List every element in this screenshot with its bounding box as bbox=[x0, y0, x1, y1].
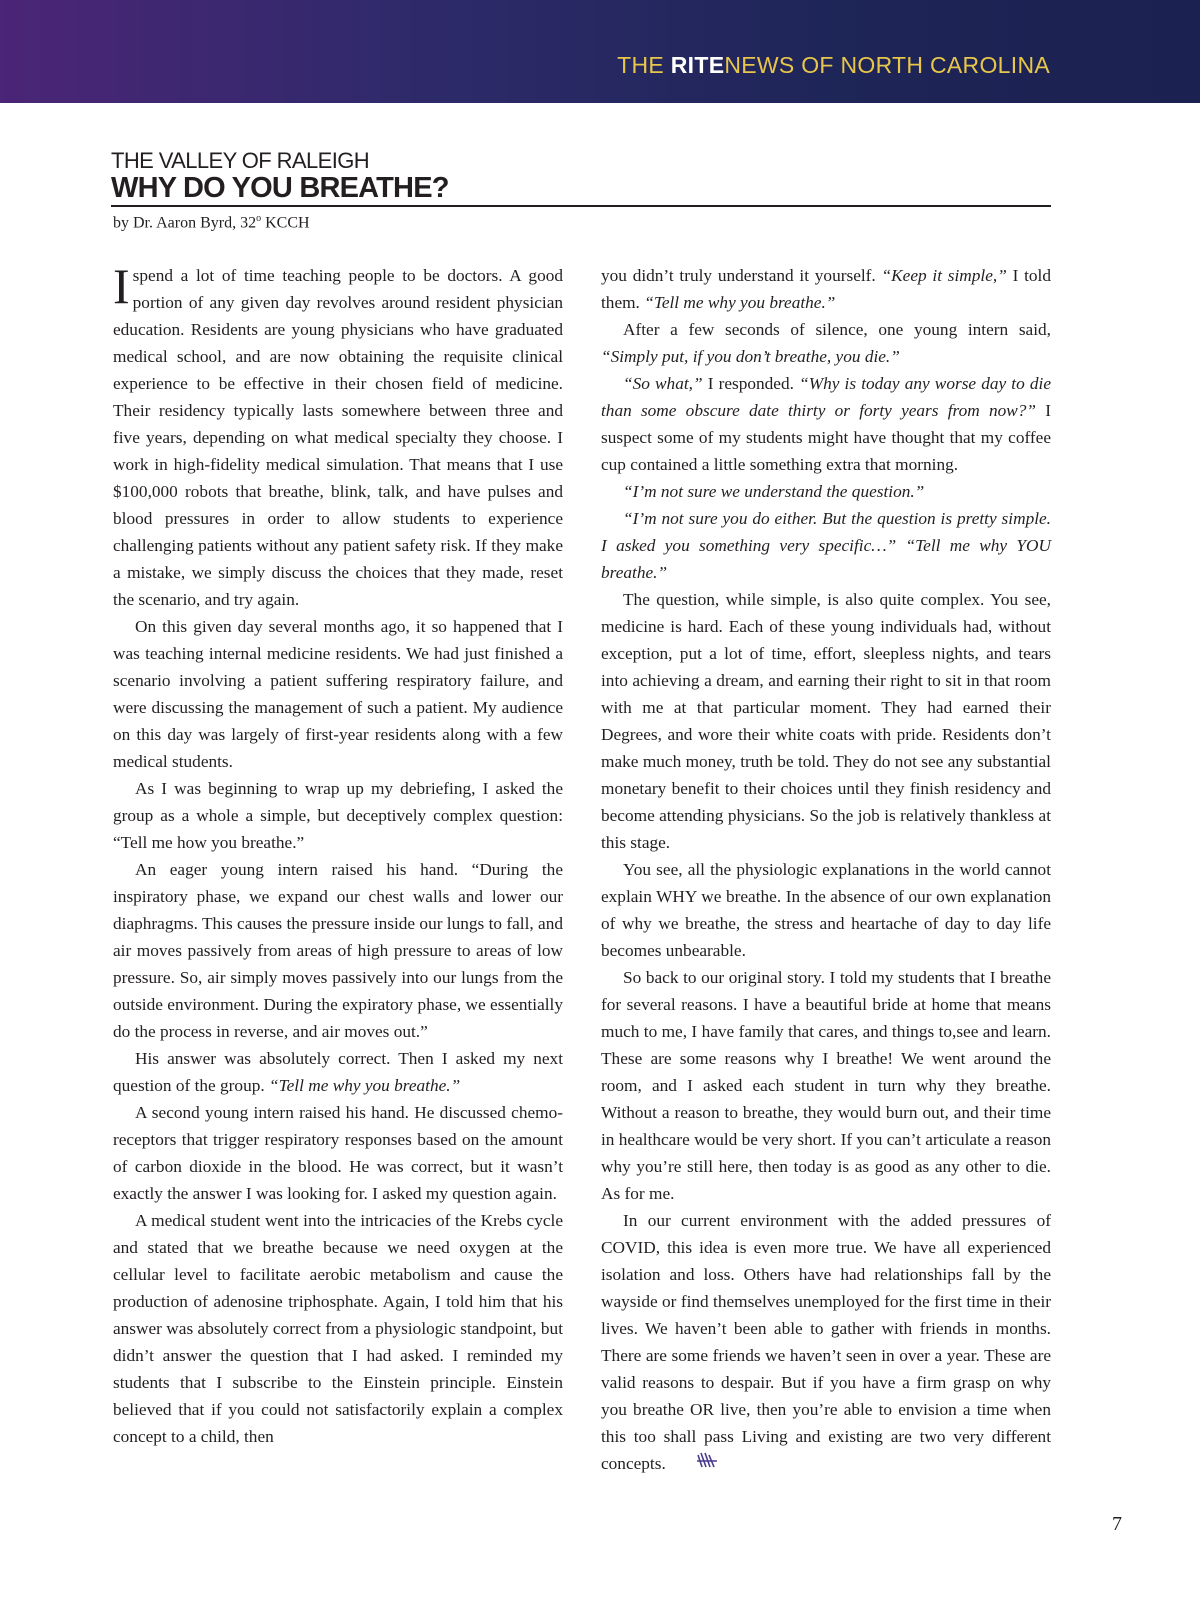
headline-rule bbox=[111, 205, 1051, 207]
article-byline: by Dr. Aaron Byrd, 32$^o$ KCCH bbox=[113, 213, 310, 232]
page-number: 7 bbox=[1112, 1513, 1122, 1535]
double-eagle-end-mark-icon bbox=[674, 1450, 718, 1477]
paragraph: The question, while simple, is also quite complex. You see, medicine is hard. Each of these young individuals had, without exception, put a lot of time, effort, sleepless nights, and tears into achieving a dream, and earning their right to sit in that room with me at that particular moment. They had earned their Degrees, and wore their white coats with pride. Residents don’t make much money, truth be told. They do not see any substantial monetary benefit to their choices until they finish residency and become attending physicians. So the job is relatively thankless at this stage. bbox=[601, 590, 1051, 852]
paragraph: So back to our original story. I told my students that I breathe for several reasons. I have a beautiful bride at home that means much to me, I have family that cares, and things to,see and learn. These are some reasons why I breathe! We went around the room, and I asked each student in turn why they breathe. Without a reason to breathe, they would burn out, and their time in healthcare would be very short. If you can’t articulate a reason why you’re still here, then today is as good as any other to die. As for me. bbox=[601, 968, 1051, 1203]
section-kicker: THE VALLEY OF RALEIGH bbox=[111, 148, 370, 173]
paragraph: you didn’t truly understand it yourself. “Keep it simple,” I told them. “Tell me why you breathe.” bbox=[601, 266, 1052, 312]
paragraph: His answer was absolutely correct. Then I asked my next question of the group. “Tell me why you breathe.” bbox=[113, 1049, 563, 1095]
paragraph: A second young intern raised his hand. He discussed chemo-receptors that trigger respiratory responses based on the amount of carbon dioxide in the blood. He was correct, but it wasn’t exactly the answer I was looking for. I asked my question again. bbox=[113, 1103, 563, 1203]
paragraph: I spend a lot of time teaching people to be doctors. A good portion of any given day revolves around resident physician education. Residents are young physicians who have graduated medical school, and are now obtaining the requisite clinical experience to be effective in their chosen field of medicine. Their residency typically lasts somewhere between three and five years, depending on what medical specialty they choose. I work in high-fidelity medical simulation. That means that I use $100,000 robots that breathe, blink, talk, and have pulses and blood pressures in order to allow students to experience challenging patients without any patient safety risk. If they make a mistake, we simply discuss the choices that they made, reset the scenario, and try again. bbox=[113, 258, 563, 609]
paragraph: You see, all the physiologic explanations in the world cannot explain WHY we breathe. In the absence of our own explanation of why we breathe, the stress and heartache of day to day life becomes unbearable. bbox=[601, 860, 1051, 960]
paragraph: On this given day several months ago, it so happened that I was teaching internal medicine residents. We had just finished a scenario involving a patient suffering respiratory failure, and were discussing the management of such a patient. My audience on this day was largely of first-year residents along with a few medical students. bbox=[113, 617, 563, 771]
article-headline: WHY DO YOU BREATHE? bbox=[111, 172, 449, 204]
paragraph: “I’m not sure you do either. But the question is pretty simple. I asked you something very specific…” “Tell me why YOU breathe.” bbox=[601, 509, 1051, 582]
paragraph: In our current environment with the added pressures of COVID, this idea is even more true. We have all experienced isolation and loss. Others have had relationships fall by the wayside or find themselves unemployed for the first time in their lives. We haven’t been able to gather with friends in months. There are some friends we haven’t seen in over a year. These are valid reasons to despair. But if you have a firm grasp on why you breathe OR live, then you’re able to envision a time when this too shall pass Living and existing are two very different concepts. bbox=[601, 1207, 1051, 1477]
masthead-banner bbox=[0, 0, 1200, 103]
article-column-right bbox=[601, 262, 1051, 1477]
publication-title-bold: RITE bbox=[670, 52, 725, 78]
paragraph: “So what,” I responded. “Why is today any worse day to die than some obscure date thirty or forty years from now?” I suspect some of my students might have thought that my coffee cup contained a little something extra that morning. bbox=[601, 374, 1051, 474]
article-column-left bbox=[113, 258, 563, 1450]
paragraph: An eager young intern raised his hand. “During the inspiratory phase, we expand our chest walls and lower our diaphragms. This causes the pressure inside our lungs to fall, and air moves passively from areas of high pressure to areas of low pressure. So, air simply moves passively into our lungs from the outside environment. During the expiratory phase, we essentially do the process in reverse, and air moves out.” bbox=[113, 860, 563, 1041]
drop-cap: I bbox=[113, 258, 130, 314]
paragraph: After a few seconds of silence, one young intern said, “Simply put, if you don’t breathe, you die.” bbox=[601, 320, 1051, 366]
paragraph: A medical student went into the intricacies of the Krebs cycle and stated that we breathe because we need oxygen at the cellular level to facilitate aerobic metabolism and cause the production of adenosine triphosphate. Again, I told him that his answer was absolutely correct from a physiologic standpoint, but didn’t answer the question that I had asked. I reminded my students that I subscribe to the Einstein principle. Einstein believed that if you could not satisfactorily explain a complex concept to a child, then bbox=[113, 1211, 563, 1446]
paragraph: “I’m not sure we understand the question.” bbox=[623, 482, 925, 501]
paragraph: As I was beginning to wrap up my debriefing, I asked the group as a whole a simple, but deceptively complex question: “Tell me how you breathe.” bbox=[113, 779, 563, 852]
publication-title: THE RITENEWS OF NORTH CAROLINA bbox=[617, 52, 1050, 78]
